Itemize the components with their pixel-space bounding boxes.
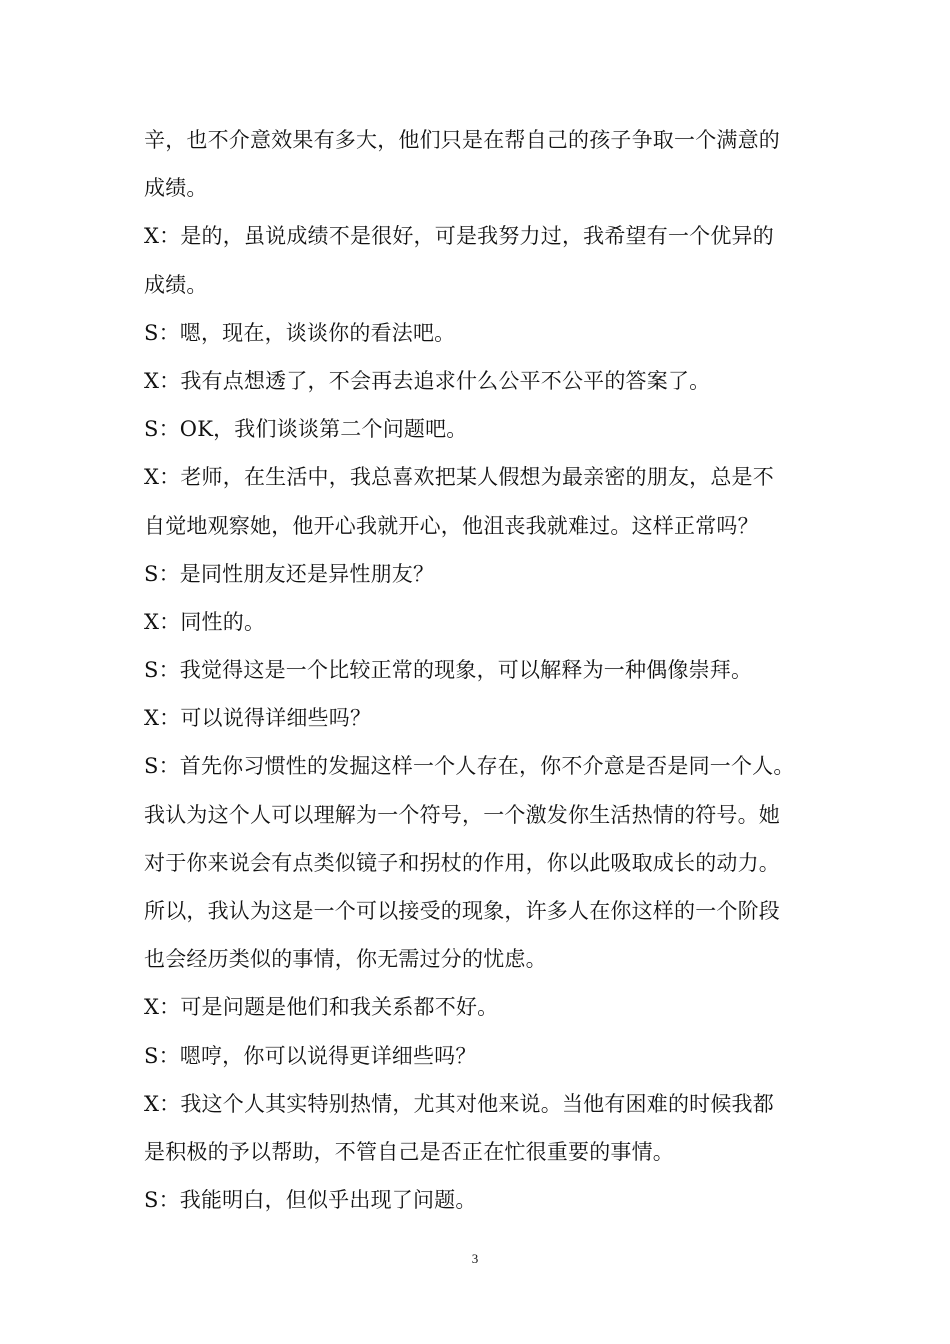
text-line: X：我这个人其实特别热情，尤其对他来说。当他有困难的时候我都 <box>144 1091 774 1116</box>
text-line: S：我能明白，但似乎出现了问题。 <box>144 1188 477 1213</box>
text-line: 我认为这个人可以理解为一个符号，一个激发你生活热情的符号。她 <box>144 802 780 827</box>
text-line: X：可是问题是他们和我关系都不好。 <box>144 995 499 1020</box>
text-line: 是积极的予以帮助，不管自己是否正在忙很重要的事情。 <box>144 1139 674 1164</box>
text-line: S：首先你习惯性的发掘这样一个人存在，你不介意是否是同一个人。 <box>144 754 795 779</box>
text-line: X：可以说得详细些吗？ <box>144 706 372 731</box>
text-line: S：嗯哼，你可以说得更详细些吗？ <box>144 1043 477 1068</box>
text-line: 成绩。 <box>144 176 208 201</box>
text-line: 所以，我认为这是一个可以接受的现象，许多人在你这样的一个阶段 <box>144 899 780 923</box>
text-line: S：是同性朋友还是异性朋友？ <box>144 561 435 586</box>
text-line: X：同性的。 <box>144 609 266 634</box>
text-line: X：我有点想透了，不会再去追求什么公平不公平的答案了。 <box>144 368 711 393</box>
text-line: S：我觉得这是一个比较正常的现象，可以解释为一种偶像崇拜。 <box>144 658 753 683</box>
text-line: X：是的，虽说成绩不是很好，可是我努力过，我希望有一个优异的 <box>144 224 774 249</box>
text-line: 自觉地观察她，他开心我就开心，他沮丧我就难过。这样正常吗？ <box>144 513 759 538</box>
text-line: S：OK，我们谈谈第二个问题吧。 <box>144 417 468 442</box>
text-line: 辛，也不介意效果有多大，他们只是在帮自己的孩子争取一个满意的 <box>144 128 780 152</box>
text-line: 成绩。 <box>144 272 208 297</box>
page-number: 3 <box>471 1251 479 1266</box>
text-line: 对于你来说会有点类似镜子和拐杖的作用，你以此吸取成长的动力。 <box>144 850 780 875</box>
text-line: X：老师，在生活中，我总喜欢把某人假想为最亲密的朋友，总是不 <box>144 465 774 490</box>
body-text <box>144 116 808 1224</box>
text-line: 也会经历类似的事情，你无需过分的忧虑。 <box>144 947 547 972</box>
text-line: S：嗯，现在，谈谈你的看法吧。 <box>144 320 456 345</box>
